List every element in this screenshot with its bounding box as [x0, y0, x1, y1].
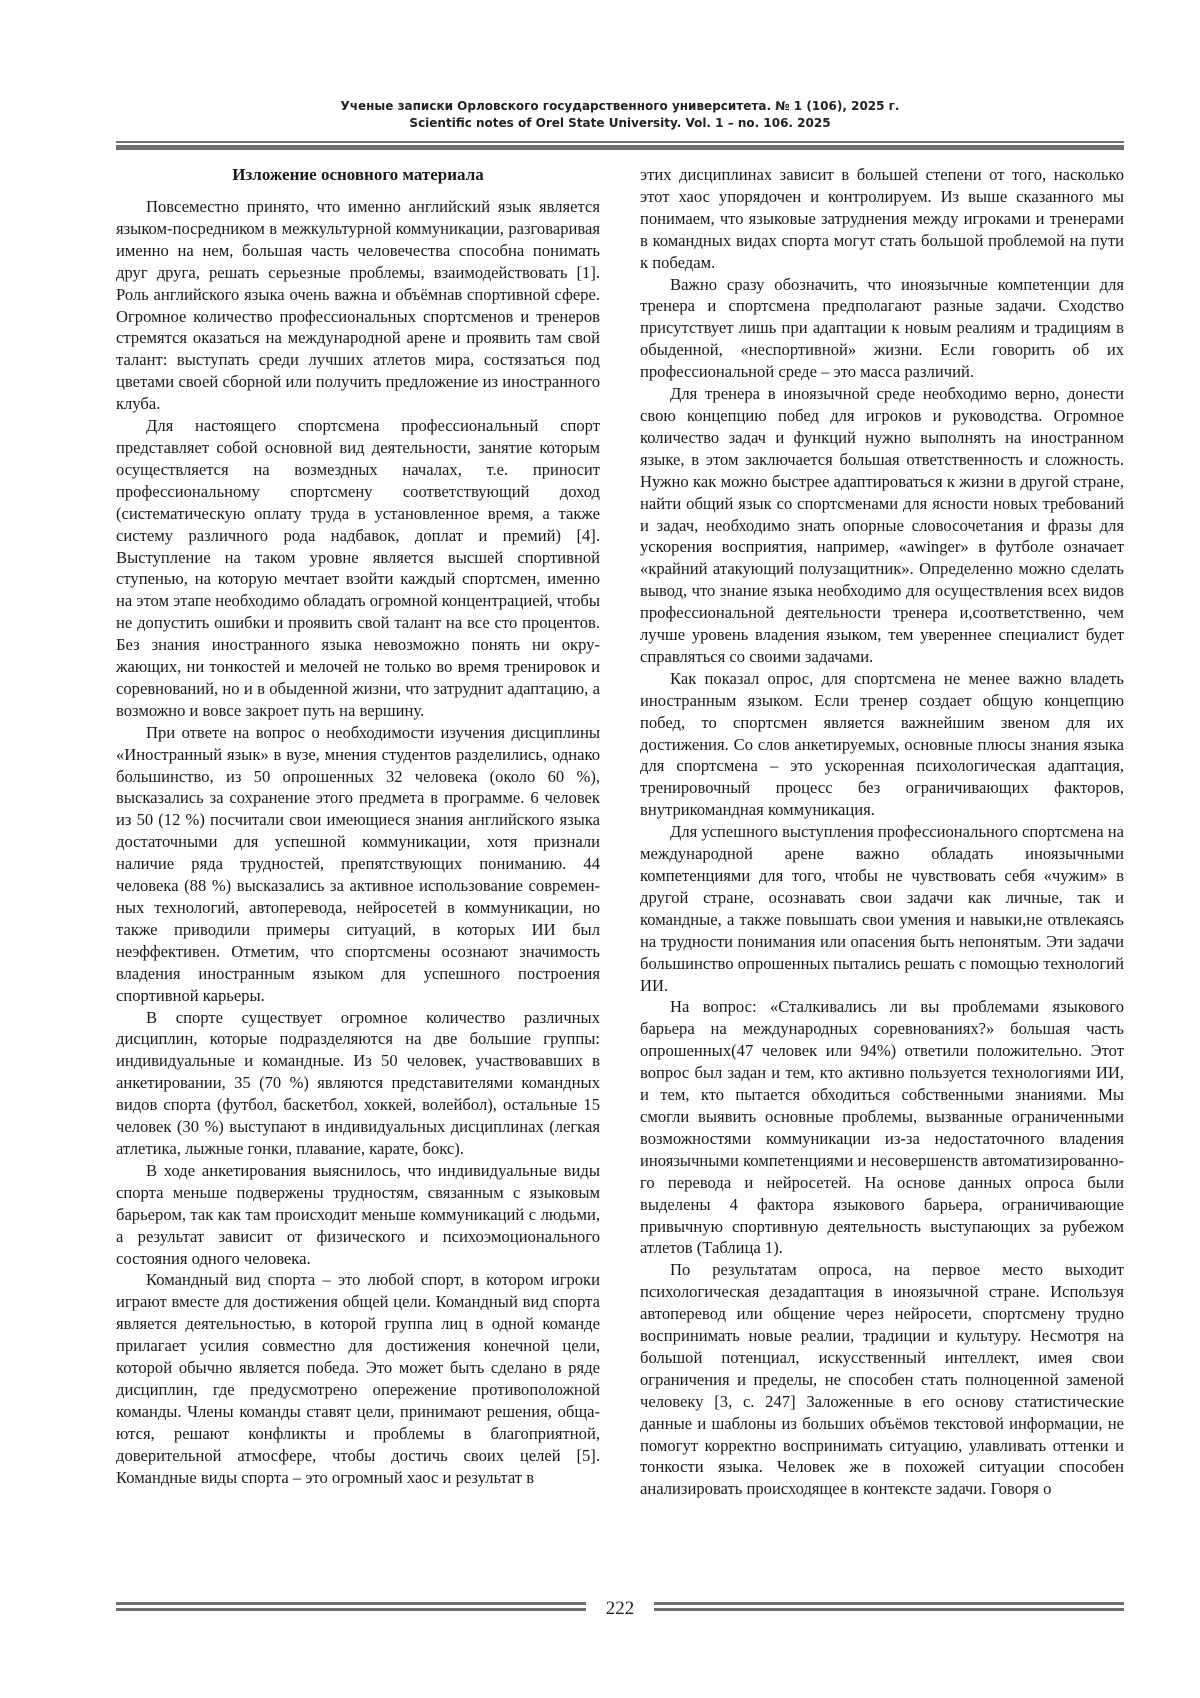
left-column: [116, 164, 600, 1488]
paragraph: Для тренера в иноязычной среде необходимо верно, донести свою концепцию побед для игроков и руководства. Огромное количество задач и функций нужно выполнять на иностранном языке, в этом заключается большая ответственность и сложность. Нужно как можно быстрее адаптироваться к жизни в другой стране, найти общий язык со спортсменами для ясности новых требований и задач, необходимо знать опорные словосочетания и фразы для ускорения восприятия, например, «awinger» в футболе означает «крайний атакующий полузащитник». Определенно можно сделать вывод, что знание языка необходимо для осуществления всех видов профессиональной деятельности тренера и,соответственно, чем лучше уровень владения языком, тем увереннее специалист будет справляться со своими задачами.: [640, 384, 1124, 666]
paragraph: Как показал опрос, для спортсмена не менее важно владеть иностранным языком. Если тренер создает общую концепцию побед, то спортсмен является важнейшим звеном для их достижения. Со слов анкетируемых, основные плюсы знания языка для спортсмена – это ускоренная психологическая адаптация, тренировочный процесс без ограничивающих факторов, внутрикомандная коммуникация.: [640, 668, 1124, 820]
paragraph-continued: этих дисциплинах зависит в большей степени от того, насколько этот хаос упорядочен и контролируем. Из выше сказанного мы понимаем, что языковые затруднения между игроками и тренерами в командных видах спорта могут стать большой проблемой на пути к победам.: [640, 165, 1124, 272]
paragraph: В спорте существует огромное количество различных дисциплин, которые подразделяются на две большие группы: индивидуальные и командные. Из 50 человек, участвовавших в анкетировании, 35 (70 %) являются представителями командных видов спорта (футбол, баскетбол, хоккей, волейбол), остальные 15 человек (30 %) выступают в индивидуальных дисциплинах (легкая атлетика, лыжные гонки, плавание, карате, бокс).: [116, 1007, 600, 1158]
paragraph: По результатам опроса, на первое место выходит психологическая дезадаптация в иноязычной стране. Используя автоперевод или общение через нейросети, спортсмену трудно воспринимать новые реалии, традиции и культуру. Несмотря на большой потенциал, искусственный интеллект, имея свои ограничения и пределы, не способен стать полноценной заменой человеку [3, с. 247] Заложенные в его основу статистические данные и шаблоны из больших объёмов текстовой информации, не помогут корректно воспринимать ситуацию, улавливать оттенки и тонкости языка. Человек же в похожей ситуации способен анализировать происходящее в контексте задачи. Говоря о: [640, 1260, 1124, 1499]
paragraph: Повсеместно принято, что именно английский язык является языком-посредником в межкультурной коммуникации, разговаривая именно на нем, большая часть человечества способна понимать друг друга, решать серьезные проблемы, взаимодействовать [1]. Роль английского языка очень важна и объёмнав спортивной сфере. Огромное количество профессиональных спортсменов и тренеров стремятся оказаться на международной арене и проявить там свой талант: выступать среди лучших атлетов мира, состязаться под цветами своей сборной или получить предложение из иностранного клуба.: [116, 197, 600, 414]
running-header-russian: Ученые записки Орловского государственного университета. № 1 (106), 2025 г.: [340, 99, 900, 113]
footer-rule-right: [654, 1602, 1124, 1611]
footer-rule-left: [116, 1602, 586, 1611]
running-header: [116, 98, 1124, 132]
paragraph: Важно сразу обозначить, что иноязычные компетенции для тренера и спортсмена предполагают разные задачи. Сходство присутствует лишь при адаптации к новым реалиям и традициям в обыденной, «неспортивной» жизни. Если говорить об их профессиональной среде – это масса различий.: [640, 274, 1124, 382]
paragraph: В ходе анкетирования выяснилось, что индивидуальные виды спорта меньше подвержены трудностям, связанным с языковым барьером, так как там происходит меньше коммуникаций с людьми, а результат зависит от физического и психоэмоционального состояния одного человека.: [116, 1160, 600, 1268]
running-header-english: Scientific notes of Orel State University. Vol. 1 – no. 106. 2025: [409, 116, 831, 130]
paragraph: Для настоящего спортсмена профессиональный спорт представляет собой основной вид деятельности, занятие которым осуществляется на возмездных началах, т.е. приносит профессиональному спортсмену соответствующий доход (систематическую оплату труда в установленное время, а также систему различного рода надбавок, доплат и премий) [4]. Выступление на таком уровне является высшей спортивной ступенью, на которую мечтает взойти каждый спортсмен, именно на этом этапе необходимо обладать огромной концентрацией, чтобы не допустить ошибки и проявить свой талант на все сто процентов. Без знания иностранного языка невозможно понять ни окружающих, ни тонкостей и мелочей не только во время тренировок и соревнований, но и в обыденной жизни, что затруднит адаптацию, а возможно и вовсе закроет путь на вершину.: [116, 416, 601, 720]
right-column: [640, 164, 1124, 1500]
page-number: 222: [605, 1598, 635, 1619]
paragraph: На вопрос: «Сталкивались ли вы проблемами языкового барьера на международных соревнованиях?» большая часть опрошенных(47 человек или 94%) ответили положительно. Этот вопрос был задан и тем, кто активно пользуется технологиями ИИ, и тем, кто пытается обходиться собственными знаниями. Мы смогли выявить основные проблемы, вызванные ограниченными возможностями коммуникации из-за недостаточного владения иноязычными компетенциями и несовершенств автоматизированного перевода и нейросетей. На основе данных опроса были выделены 4 фактора языкового барьера, ограничивающие привычную спортивную деятельность выступающих за рубежом атлетов (Таблица 1).: [640, 997, 1124, 1258]
header-rule: [116, 141, 1124, 150]
paragraph: Командный вид спорта – это любой спорт, в котором игроки играют вместе для достижения общей цели. Командный вид спорта является деятельностью, в которой группа лиц в одной команде прилагает усилия совместно для достижения конечной цели, которой обычно является победа. Это может быть сделано в ряде дисциплин, где предусмотрено опережение противоположной команды. Члены команды ставят цели, принимают решения, общаются, решают конфликты и проблемы в благоприятной, доверительной атмосфере, чтобы достичь своих целей [5]. Командные виды спорта – это огромный хаос и результат в: [116, 1270, 600, 1487]
section-heading: Изложение основного материала: [232, 165, 484, 184]
paragraph: При ответе на вопрос о необходимости изучения дисциплины «Иностранный язык» в вузе, мнения студентов разделились, однако большинство, из 50 опрошенных 32 человека (около 60 %), высказались за сохранение этого предмета в программе. 6 человек из 50 (12 %) посчитали свои имеющиеся знания английского языка достаточными для успешной коммуникации, хотя признали наличие ряда трудностей, препятствующих пониманию. 44 человека (88 %) высказались за активное использование современных технологий, автоперевода, нейросетей в коммуникации, но также приводили примеры ситуаций, в которых ИИ был неэффективен. Отметим, что спортсмены осознают значимость владения иностранным языком для успешного построения спортивной карьеры.: [116, 722, 600, 1005]
paragraph: Для успешного выступления профессионального спортсмена на международной арене важно обладать иноязычными компетенциями для того, чтобы не чувствовать себя «чужим» в другой стране, осознавать свои задачи как личные, так и командные, а также повышать свои умения и навыки,не отвлекаясь на трудности понимания или опасения быть непонятым. Эти задачи большинство опрошенных пытались решать с помощью технологий ИИ.: [640, 822, 1124, 995]
page-footer: [116, 1598, 1124, 1622]
